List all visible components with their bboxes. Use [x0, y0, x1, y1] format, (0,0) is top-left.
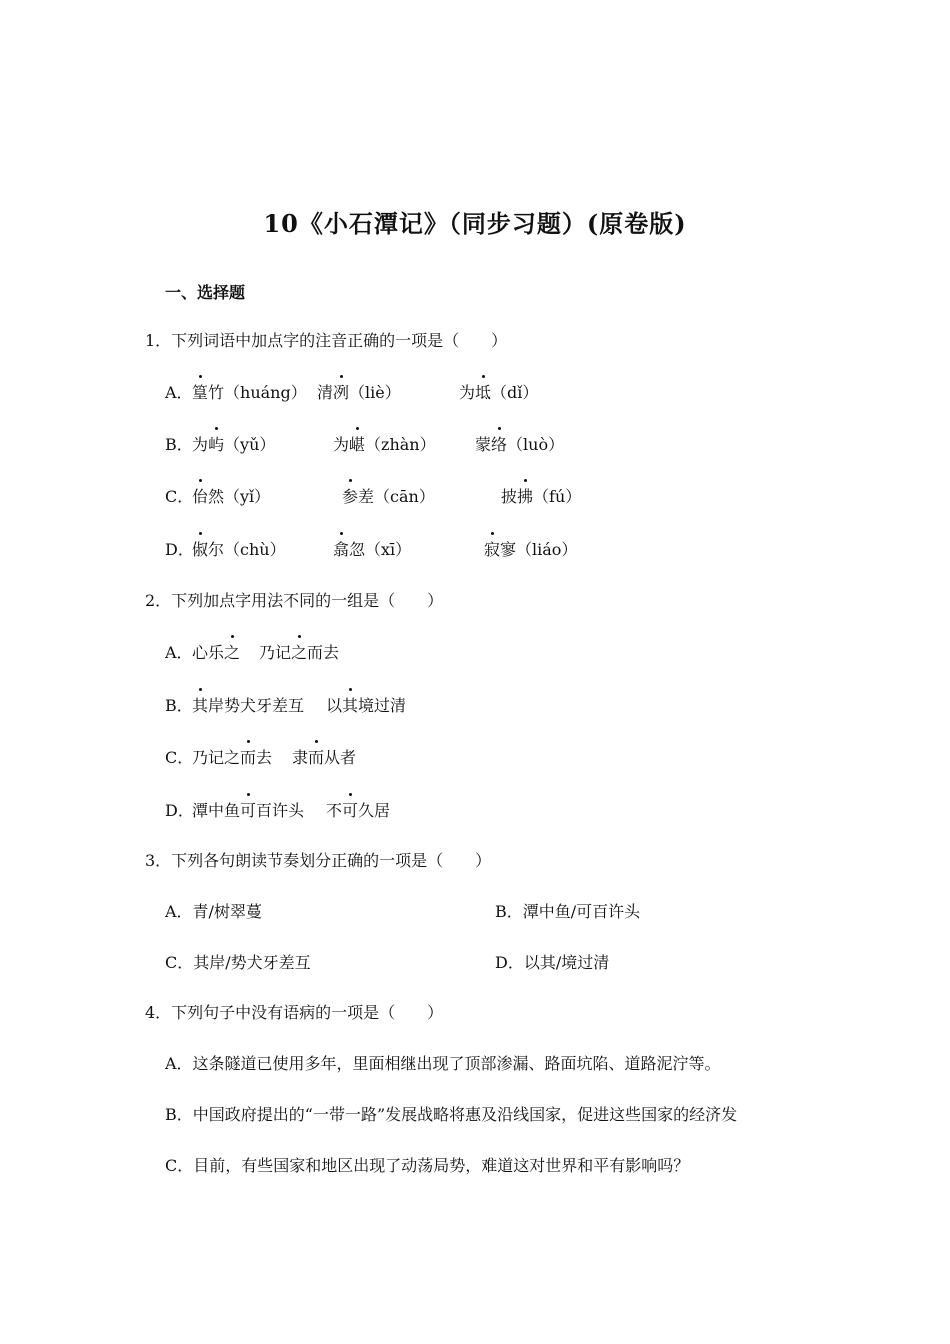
option-item-1: 篁竹（huáng）	[192, 383, 307, 402]
option-phrase-2: 隶而从者	[292, 748, 357, 767]
emphasis-dot-char: 其	[192, 696, 209, 715]
emphasis-dot-char: 屿	[208, 435, 225, 454]
question-2-stem: 2．下列加点字用法不同的一组是（ ）	[145, 591, 444, 610]
emphasis-dot-char: 络	[491, 435, 508, 454]
option-item-1: 俶尔（chù）	[192, 540, 286, 559]
emphasis-dot-char: 俶	[192, 540, 209, 559]
option-label: D．	[165, 801, 194, 820]
emphasis-dot-char: 篁	[192, 383, 209, 402]
question-2-option-c	[165, 747, 665, 769]
emphasis-dot-char: 翕	[333, 540, 350, 559]
question-1-option-d	[165, 539, 665, 561]
option-item-3: 寂寥（liáo）	[484, 540, 578, 559]
emphasis-dot-char: 可	[240, 801, 257, 820]
option-label: D．	[165, 540, 194, 559]
emphasis-dot-char: 拂	[517, 487, 534, 506]
question-2-option-b	[165, 695, 665, 717]
emphasis-dot-char: 之	[224, 643, 241, 662]
emphasis-dot-char: 坻	[475, 383, 492, 402]
option-label: C．	[165, 748, 194, 767]
question-3-option-a: A．青/树翠蔓	[165, 902, 262, 921]
option-label: A．	[165, 643, 193, 662]
section-heading: 一、选择题	[165, 283, 246, 302]
option-label: B．	[165, 696, 193, 715]
emphasis-dot-char: 冽	[333, 383, 350, 402]
question-3-stem: 3．下列各句朗读节奏划分正确的一项是（ ）	[145, 851, 492, 870]
option-phrase-2: 乃记之而去	[259, 643, 340, 662]
option-label: C．	[165, 487, 194, 506]
question-3-option-c: C．其岸/势犬牙差互	[165, 953, 311, 972]
question-1-option-b	[165, 434, 665, 456]
option-phrase-2: 不可久居	[326, 801, 391, 820]
question-2-option-d	[165, 800, 665, 822]
option-label: A．	[165, 383, 193, 402]
emphasis-dot-char: 寂	[484, 540, 501, 559]
emphasis-dot-char: 而	[240, 748, 257, 767]
page-title: 10《小石潭记》（同步习题）(原卷版)	[263, 209, 687, 238]
option-item-3: 蒙络（luò）	[475, 435, 565, 454]
question-3-option-d: D．以其/境过清	[495, 953, 610, 972]
emphasis-dot-char: 之	[291, 643, 308, 662]
option-item-1: 为屿（yǔ）	[192, 435, 276, 454]
option-item-1: 佁然（yǐ）	[192, 487, 271, 506]
emphasis-dot-char: 参	[342, 487, 359, 506]
option-item-2: 参差（cān）	[342, 487, 435, 506]
question-4-option-b: B．中国政府提出的“一带一路”发展战略将惠及沿线国家，促进这些国家的经济发	[165, 1105, 738, 1124]
option-item-2: 为嵁（zhàn）	[333, 435, 436, 454]
option-label: B．	[165, 435, 193, 454]
emphasis-dot-char: 嵁	[349, 435, 366, 454]
option-phrase-1: 潭中鱼可百许头	[192, 801, 305, 820]
emphasis-dot-char: 而	[308, 748, 325, 767]
option-phrase-1: 其岸势犬牙差互	[192, 696, 305, 715]
option-item-3: 披拂（fú）	[501, 487, 582, 506]
question-4-stem: 4．下列句子中没有语病的一项是（ ）	[145, 1003, 444, 1022]
question-1-option-c	[165, 486, 665, 508]
question-3-option-b: B．潭中鱼/可百许头	[495, 902, 641, 921]
emphasis-dot-char: 其	[342, 696, 359, 715]
question-4-option-a: A．这条隧道已使用多年，里面相继出现了顶部渗漏、路面坑陷、道路泥泞等。	[165, 1054, 721, 1073]
option-phrase-1: 心乐之	[192, 643, 241, 662]
option-item-2: 翕忽（xī）	[333, 540, 412, 559]
emphasis-dot-char: 可	[342, 801, 359, 820]
question-1-stem: 1．下列词语中加点字的注音正确的一项是（ ）	[145, 331, 508, 350]
option-item-2: 清冽（liè）	[317, 383, 401, 402]
question-1-option-a	[165, 382, 665, 404]
option-phrase-1: 乃记之而去	[192, 748, 273, 767]
question-2-option-a	[165, 642, 665, 664]
option-item-3: 为坻（dǐ）	[459, 383, 539, 402]
question-4-option-c: C．目前，有些国家和地区出现了动荡局势，难道这对世界和平有影响吗？	[165, 1156, 690, 1175]
option-phrase-2: 以其境过清	[326, 696, 407, 715]
emphasis-dot-char: 佁	[192, 487, 209, 506]
